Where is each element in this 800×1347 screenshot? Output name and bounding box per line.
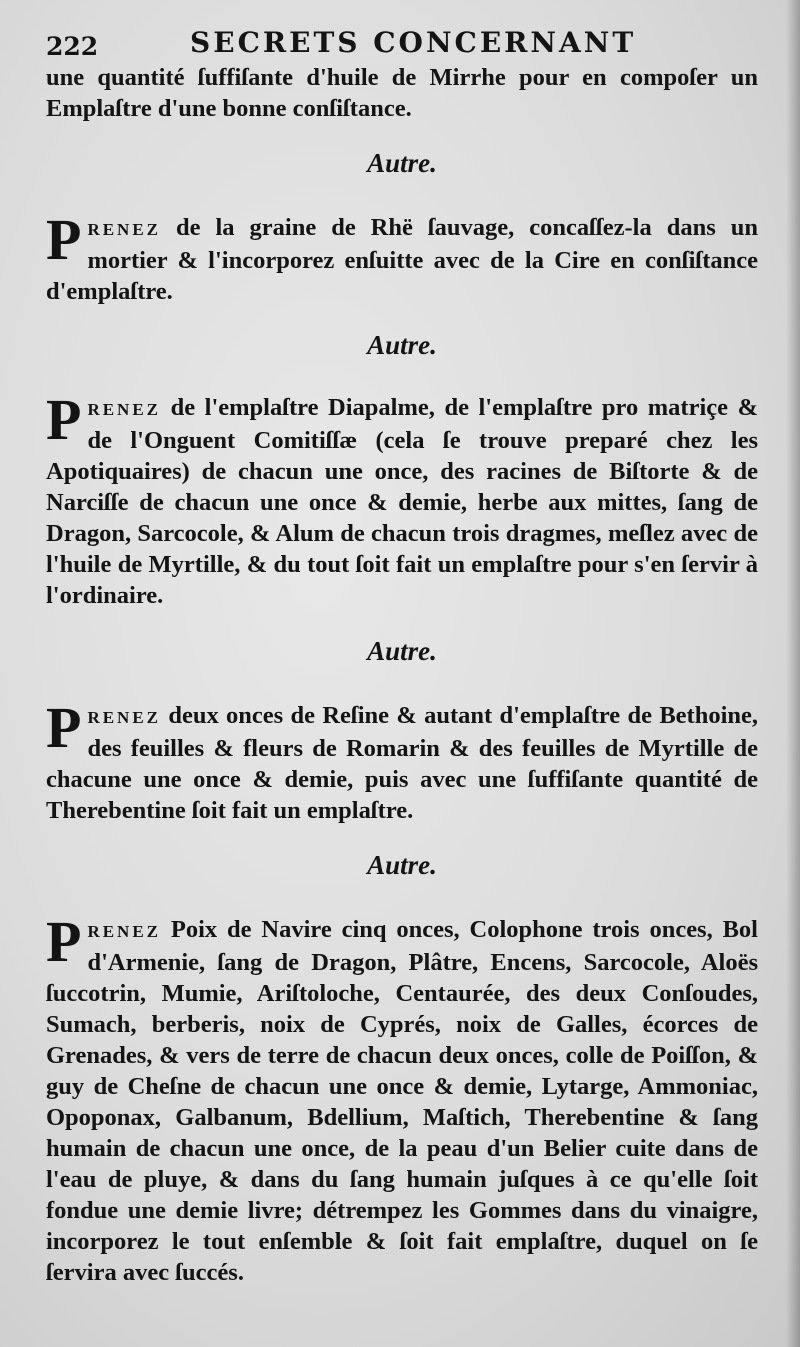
section-paragraph-1 [46, 207, 758, 307]
lead-word: RENEZ [87, 708, 162, 727]
page-number: 222 [46, 32, 99, 61]
paragraph-text: Poix de Navire cinq onces, Colophone trois onces, Bol d'Armenie, ſang de Dragon, Plâtre, Encens, Sarcocole, Aloës ſuccotrin, Mumie, Ariſtoloche, Centaurée, des deux Conſoudes, Sumach, berberis, noix de Cyprés, noix de Galles, écorces de Grenades, & vers de terre de chacun deux onces, colle de Poiſſon, & guy de Cheſne de chacun une once & demie, Lytarge, Ammoniac, Opoponax, Galbanum, Bdellium, Maſtich, Therebentine & ſang humain de chacun une once, de la peau d'un Belier cuite dans de l'eau de pluye, & dans du ſang humain juſques à ce qu'elle ſoit fondue une demie livre; détrempez les Gommes dans du vinaigre, incorporez le tout enſemble & ſoit fait emplaſtre, duquel on ſe ſervira avec ſuccés. [46, 916, 758, 1286]
drop-cap: P [46, 695, 82, 760]
section-heading-4: Autre. [367, 850, 437, 880]
lead-word: RENEZ [87, 220, 162, 239]
section-paragraph-2 [46, 387, 758, 611]
section-heading-1: Autre. [367, 148, 437, 178]
paragraph-text: de l'emplaſtre Diapalme, de l'emplaſtre pro matriçe & de l'Onguent Comitiſſæ (cela ſe trouve preparé chez les Apotiquaires) de chacun une once, des racines de Biſtorte & de Narciſſe de chacun une once & demie, herbe aux mittes, ſang de Dragon, Sarcocole, & Alum de chacun trois dragmes, meſlez avec de l'huile de Myrtille, & du tout ſoit fait un emplaſtre pour s'en ſervir à l'ordinaire. [46, 394, 758, 609]
paragraph-text: deux onces de Reſine & autant d'emplaſtre de Bethoine, des feuilles & fleurs de Romarin & des feuilles de Myrtille de chacune une once & demie, puis avec une ſuffiſante quantité de Therebentine ſoit fait un emplaſtre. [46, 702, 758, 824]
drop-cap: P [46, 207, 82, 272]
lead-word: RENEZ [87, 400, 162, 419]
drop-cap: P [46, 387, 82, 452]
section-paragraph-4 [46, 909, 758, 1288]
section-heading-3: Autre. [367, 636, 437, 666]
section-heading-2: Autre. [367, 330, 437, 360]
running-title: SECRETS CONCERNANT [190, 26, 637, 59]
running-head [40, 22, 760, 62]
lead-word: RENEZ [87, 922, 162, 941]
paragraph-text: de la graine de Rhë ſauvage, concaſſez-la dans un mortier & l'incorporez enſuitte avec de la Cire en conſiſtance d'emplaſtre. [46, 214, 758, 305]
drop-cap: P [46, 909, 82, 974]
continuation-paragraph: une quantité ſuffiſante d'huile de Mirrhe pour en compoſer un Emplaſtre d'une bonne conſiſtance. [46, 64, 758, 122]
section-paragraph-3 [46, 695, 758, 826]
page-edge-shadow [786, 0, 800, 1347]
